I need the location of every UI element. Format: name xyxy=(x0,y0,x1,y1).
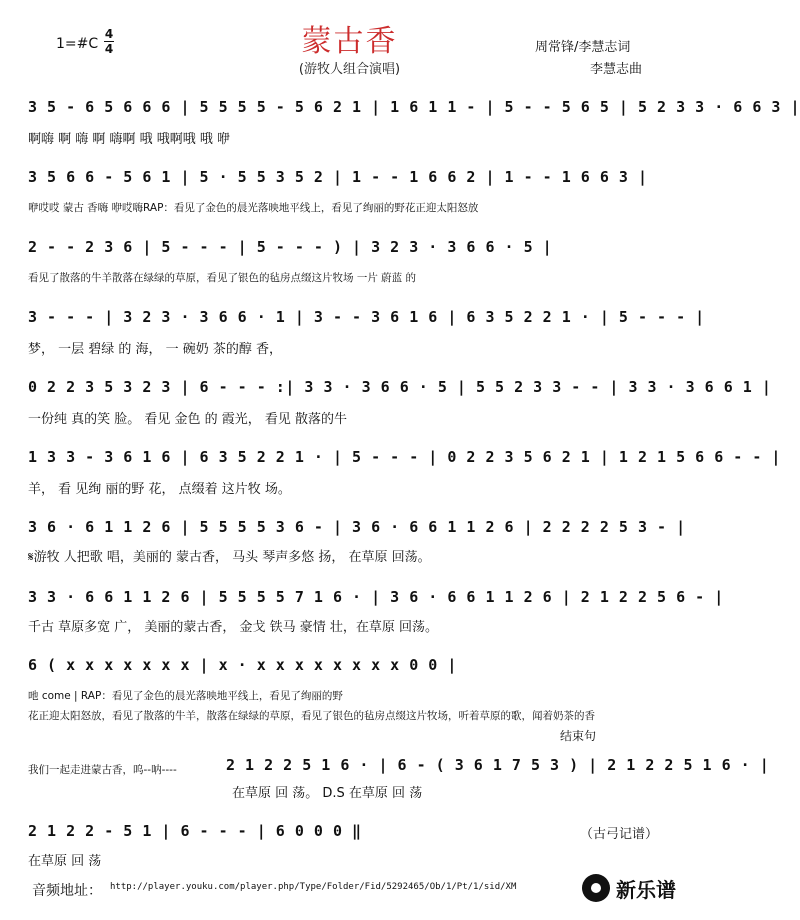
rap-line: 花正迎太阳怒放，看见了散落的牛羊，散落在绿绿的草原，看见了银色的毡房点缀这片牧场，听着草原的歌，闻着奶茶的香 xyxy=(28,710,595,722)
lyric-line-11: 在草原 回 荡 xyxy=(28,854,102,869)
transcriber-credit: （古弓记谱） xyxy=(580,827,659,842)
notation-line-5: 0 2 2 3 5 3 2 3 | 6 - - - :| 3 3 · 3 6 6 · 5 | 5 5 2 3 3 - - | 3 3 · 3 6 6 1 | xyxy=(28,378,772,396)
vinyl-record-icon xyxy=(582,874,610,902)
notation-line-2: 3 5 6 6 - 5 6 1 | 5 · 5 5 3 5 2 | 1 - - 1 6 6 2 | 1 - - 1 6 6 3 | xyxy=(28,168,648,186)
lyricist-credit: 周常锋/李慧志词 xyxy=(535,40,631,55)
notation-line-11: 2 1 2 2 - 5 1 | 6 - - - | 6 0 0 0 ‖ xyxy=(28,822,362,840)
audio-label: 音频地址： xyxy=(32,883,102,899)
ending-label: 结束句 xyxy=(560,729,597,743)
lyric-line-10: 在草原 回 荡。 D.S 在草原 回 荡 xyxy=(232,786,423,801)
notation-line-6: 1 3 3 - 3 6 1 6 | 6 3 5 2 2 1 · | 5 - - - | 0 2 2 3 5 6 2 1 | 1 2 1 5 6 6 - - | xyxy=(28,448,781,466)
lyric-line-8: 千古 草原多宽 广， 美丽的蒙古香， 金戈 铁马 豪情 壮，在草原 回荡。 xyxy=(28,620,439,635)
notation-line-3: 2 - - 2 3 6 | 5 - - - | 5 - - - ) | 3 2 3 · 3 6 6 · 5 | xyxy=(28,238,553,256)
audio-url-link[interactable]: http://player.youku.com/player.php/Type/Folder/Fid/5292465/Ob/1/Pt/1/sid/XM xyxy=(110,882,517,892)
lyric-line-1: 啊嗨 啊 嗨 啊 嗨啊 哦 哦啊哦 哦 咿 xyxy=(28,132,231,147)
meter-bottom: 4 xyxy=(104,42,114,56)
site-logo[interactable] xyxy=(582,872,690,906)
lyric-line-3: 看见了散落的牛羊散落在绿绿的草原，看见了银色的毡房点缀这片牧场 一片 蔚蓝 的 xyxy=(28,272,417,284)
rap-line-2: 我们一起走进蒙古香，呜--呐---- xyxy=(28,764,177,776)
lyric-line-5: 一份纯 真的笑 脸。 看见 金色 的 霞光， 看见 散落的牛 xyxy=(28,412,348,427)
lyric-line-6: 羊， 看 见绚 丽的野 花， 点缀着 这片牧 场。 xyxy=(28,482,291,497)
lyric-line-7: 𝄋游牧 人把歌 唱，美丽的 蒙古香， 马头 琴声多悠 扬， 在草原 回荡。 xyxy=(28,550,431,565)
notation-line-9: 6 ( x x x x x x x | x · x x x x x x x x 0 0 | xyxy=(28,656,457,674)
meter-top: 4 xyxy=(104,27,114,41)
key-signature: 1=#C xyxy=(56,36,99,52)
song-title: 蒙古香 xyxy=(301,24,398,59)
notation-line-10: 2 1 2 2 5 1 6 · | 6 - ( 3 6 1 7 5 3 ) | 2 1 2 2 5 1 6 · | xyxy=(226,756,770,774)
notation-line-1: 3 5 - 6 5 6 6 6 | 5 5 5 5 - 5 6 2 1 | 1 6 1 1 - | 5 - - 5 6 5 | 5 2 3 3 · 6 6 3 | xyxy=(28,98,800,116)
lyric-line-4: 梦， 一层 碧绿 的 海， 一 碗奶 茶的醇 香， xyxy=(28,342,283,357)
composer-credit: 李慧志曲 xyxy=(590,62,643,77)
lyric-line-2: 咿哎哎 蒙古 香嗨 咿哎嗨RAP：看见了金色的晨光落映地平线上，看见了绚丽的野花正迎太阳怒放 xyxy=(28,202,479,214)
song-subtitle: (游牧人组合演唱) xyxy=(298,62,401,77)
notation-line-4: 3 - - - | 3 2 3 · 3 6 6 · 1 | 3 - - 3 6 1 6 | 6 3 5 2 2 1 · | 5 - - - | xyxy=(28,308,705,326)
notation-line-7: 3 6 · 6 1 1 2 6 | 5 5 5 5 3 6 - | 3 6 · 6 6 1 1 2 6 | 2 2 2 2 5 3 - | xyxy=(28,518,686,536)
logo-text: 新乐谱 xyxy=(616,878,676,902)
lyric-line-9: 吔 come | RAP：看见了金色的晨光落映地平线上，看见了绚丽的野 xyxy=(28,690,343,702)
notation-line-8: 3 3 · 6 6 1 1 2 6 | 5 5 5 5 7 1 6 · | 3 6 · 6 6 1 1 2 6 | 2 1 2 2 5 6 - | xyxy=(28,588,724,606)
time-signature xyxy=(104,28,114,55)
